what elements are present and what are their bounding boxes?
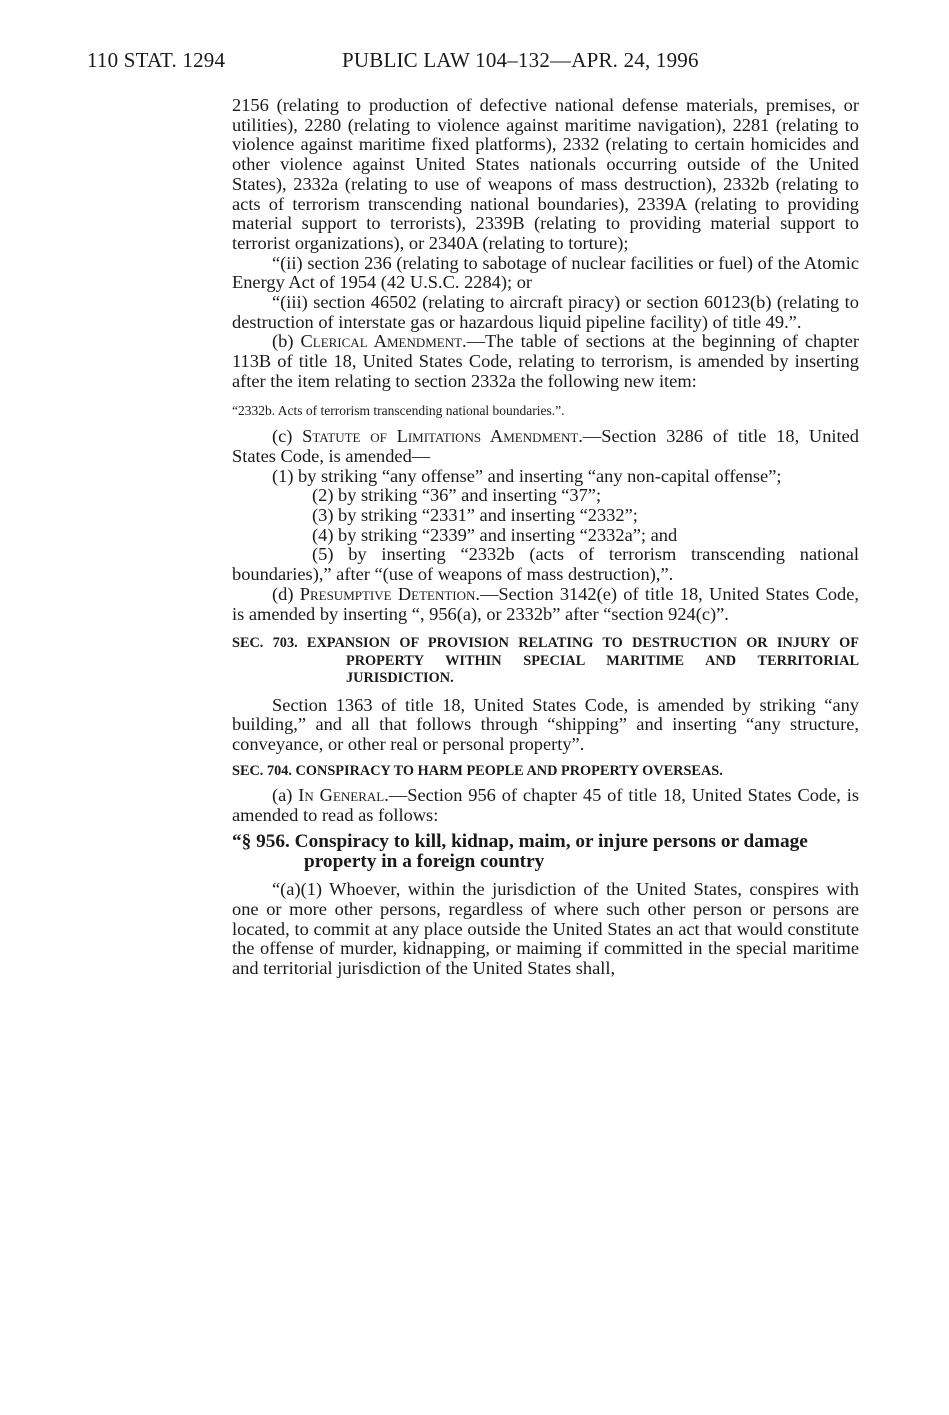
paragraph-c2: (2) by striking “36” and inserting “37”;: [312, 485, 602, 506]
paragraph-c1: (1) by striking “any offense” and inserting “any non-capital offense”;: [272, 465, 782, 486]
subsection-b: [232, 332, 859, 391]
subsection-b-heading: Clerical Amendment: [300, 331, 463, 352]
section-704-subsection-a: [232, 786, 859, 825]
section-704-a-text: .—Section 956 of chapter 45 of title 18, United States Code, is amended to read as follows:: [232, 785, 859, 826]
section-703-text: Section 1363 of title 18, United States Code, is amended by striking “any building,” and all that follows through “shipping” and inserting “any structure, conveyance, or other real or personal property”.: [232, 694, 859, 755]
paragraph-c5: (5) by inserting “2332b (acts of terrorism transcending national boundaries),” after “(use of weapons of mass destruction),”.: [232, 544, 859, 585]
paragraph-list-of-sections: 2156 (relating to production of defective national defense materials, premises, or utilities), 2280 (relating to violence against maritime navigation), 2281 (relating to violence against maritime fixed platforms), 2332 (relating to certain homicides and other violence against United States nationals occurring outside of the United States), 2332a (relating to use of weapons of mass destruction), 2332b (relating to acts of terrorism transcending national boundaries), 2339A (relating to providing material support to terrorists), 2339B (relating to providing material support to terrorist organizations), or 2340A (relating to torture);: [232, 95, 859, 253]
paragraph-c4: (4) by striking “2339” and inserting “2332a”; and: [312, 524, 678, 545]
clause-ii: “(ii) section 236 (relating to sabotage of nuclear facilities or fuel) of the Atomic Energy Act of 1954 (42 U.S.C. 2284); or: [232, 252, 859, 293]
section-704-a-label: (a): [272, 785, 299, 806]
paragraph-c3: (3) by striking “2331” and inserting “2332”;: [312, 505, 638, 526]
subsection-d: [232, 585, 859, 624]
subsection-d-text: .—Section 3142(e) of title 18, United States Code, is amended by inserting “, 956(a), or 2332b” after “section 924(c)”.: [232, 583, 860, 624]
public-law-title: PUBLIC LAW 104–132—APR. 24, 1996: [342, 48, 699, 72]
subsection-b-label: (b): [272, 331, 301, 352]
subsection-c-text: .—Section 3286 of title 18, United States Code, is amended—: [232, 426, 859, 466]
section-703-heading: SEC. 703. EXPANSION OF PROVISION RELATING TO DESTRUCTION OR INJURY OF PROPERTY WITHIN SPECIAL MARITIME AND TERRITORIAL JURISDICTION.: [232, 635, 859, 687]
subsection-d-heading: Presumptive Detention: [299, 583, 476, 604]
table-item-2332b: “2332b. Acts of terrorism transcending national boundaries.”.: [232, 402, 565, 418]
page-header: [0, 48, 949, 78]
subsection-d-label: (d): [272, 583, 300, 604]
section-704-a-heading: In General: [298, 785, 385, 806]
section-704-heading: SEC. 704. CONSPIRACY TO HARM PEOPLE AND PROPERTY OVERSEAS.: [232, 762, 723, 779]
section-956-heading: “§ 956. Conspiracy to kill, kidnap, maim, or injure persons or damage property in a foreign country: [232, 830, 808, 872]
clause-iii: “(iii) section 46502 (relating to aircraft piracy) or section 60123(b) (relating to destruction of interstate gas or hazardous liquid pipeline facility) of title 49.”.: [232, 292, 859, 332]
subsection-c-label: (c): [272, 426, 303, 447]
section-956-text: “(a)(1) Whoever, within the jurisdiction of the United States, conspires with one or more other persons, regardless of where such other person or persons are located, to commit at any place outside the United States an act that would constitute the offense of murder, kidnapping, or maiming if committed in the special maritime and territorial jurisdiction of the United States shall,: [232, 879, 859, 979]
law-body: [232, 96, 859, 979]
subsection-c-heading: Statute of Limitations Amendment: [302, 426, 579, 447]
statute-citation: 110 STAT. 1294: [87, 48, 226, 72]
subsection-c: [232, 427, 859, 466]
subsection-b-text: .—The table of sections at the beginning of chapter 113B of title 18, United States Code, relating to terrorism, is amended by inserting after the item relating to section 2332a the following new item:: [232, 331, 859, 391]
